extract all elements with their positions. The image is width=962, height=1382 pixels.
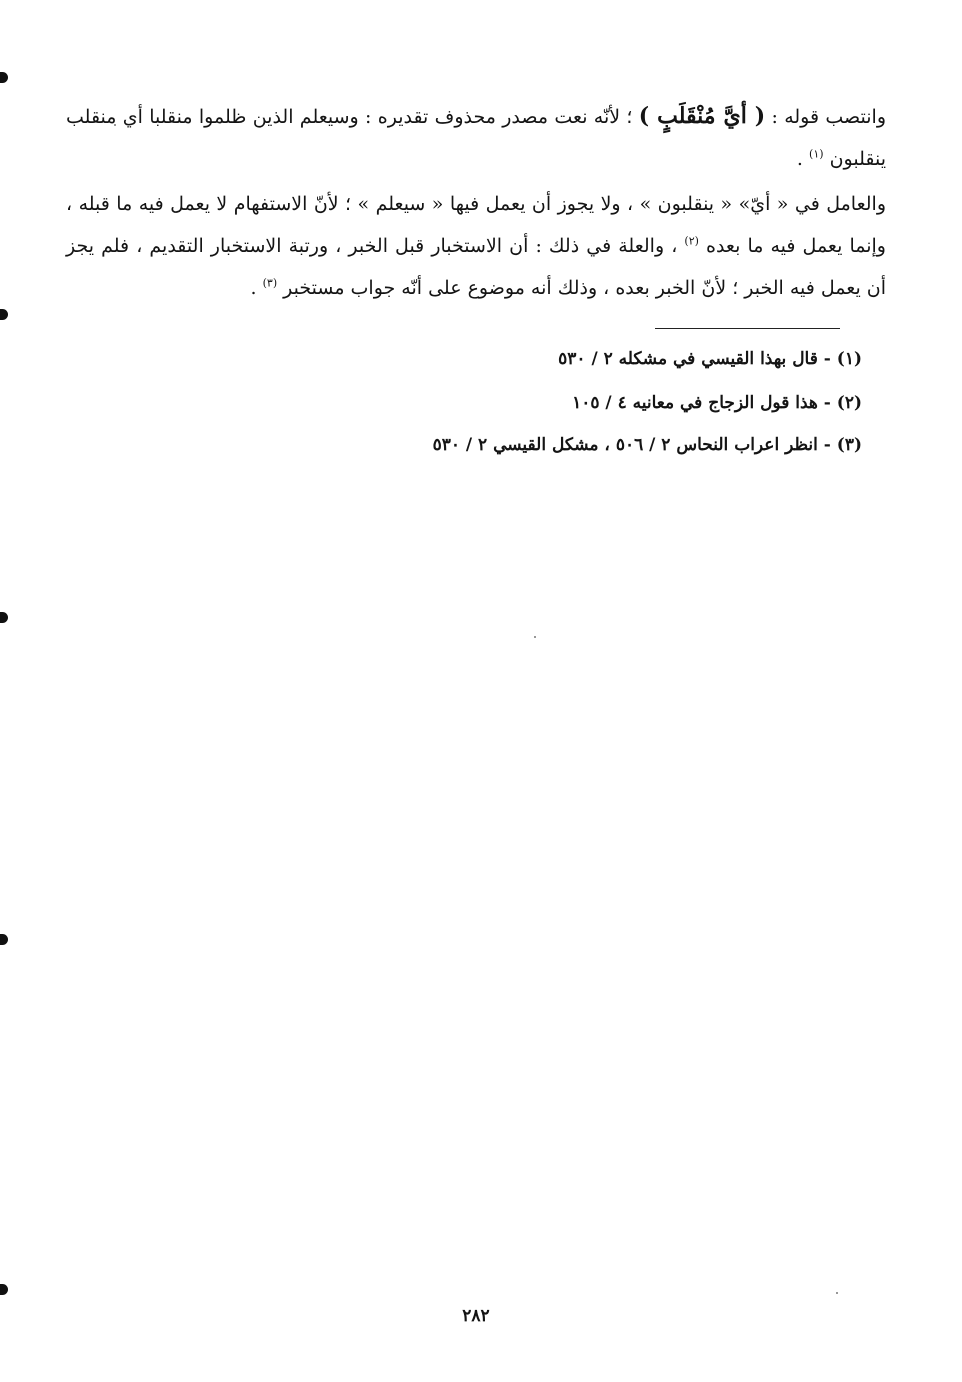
- paragraph-text: ، والعلة في ذلك : أن الاستخبار قبل الخبر ، ورتبة الاستخبار التقديم ، فلم يجز أن يعمل فيه الخبر ؛ لأنّ الخبر بعده ، وذلك أنه موضوع على أنّه جواب مستخبر: [66, 235, 886, 299]
- punch-hole-mark: [0, 72, 8, 83]
- scan-speck: [836, 1292, 838, 1294]
- footnote-separator: [655, 328, 840, 329]
- body-paragraph-2: [66, 183, 886, 309]
- paragraph-text: ؛ لأنّه نعت مصدر محذوف تقديره : وسيعلم الذين ظلموا منقلبا أي منقلب ينقلبون: [66, 106, 886, 170]
- quran-quote: ( أيَّ مُنْقَلَبٍ ): [638, 103, 766, 129]
- footnote-reference: (١): [809, 147, 824, 161]
- footnote-reference: (٢): [684, 234, 699, 248]
- footnote-3: (٣) - انظر اعراب النحاس ٢ / ٥٠٦ ، مشكل القيسي ٢ / ٥٣٠: [432, 435, 862, 455]
- paragraph-end: .: [796, 148, 810, 170]
- footnote-2: (٢) - هذا قول الزجاج في معانيه ٤ / ١٠٥: [572, 393, 862, 413]
- paragraph-text: والعامل في « أيّ» « ينقلبون » ، ولا يجوز أن يعمل فيها « سيعلم » ؛ لأنّ الاستفهام لا يعمل فيه ما قبله ، وإنما يعمل فيه ما بعده: [66, 193, 886, 257]
- punch-hole-mark: [0, 612, 8, 623]
- footnote-1: (١) - قال بهذا القيسي في مشكله ٢ / ٥٣٠: [558, 349, 862, 369]
- punch-hole-mark: [0, 1284, 8, 1295]
- paragraph-text: وانتصب قوله :: [765, 106, 886, 128]
- punch-hole-mark: [0, 309, 8, 320]
- paragraph-end: .: [250, 277, 263, 299]
- page-number: ٢٨٢: [462, 1306, 490, 1326]
- body-paragraph-1: [66, 95, 886, 180]
- scan-speck: [534, 636, 536, 638]
- footnote-reference: (٣): [262, 276, 278, 290]
- punch-hole-mark: [0, 934, 8, 945]
